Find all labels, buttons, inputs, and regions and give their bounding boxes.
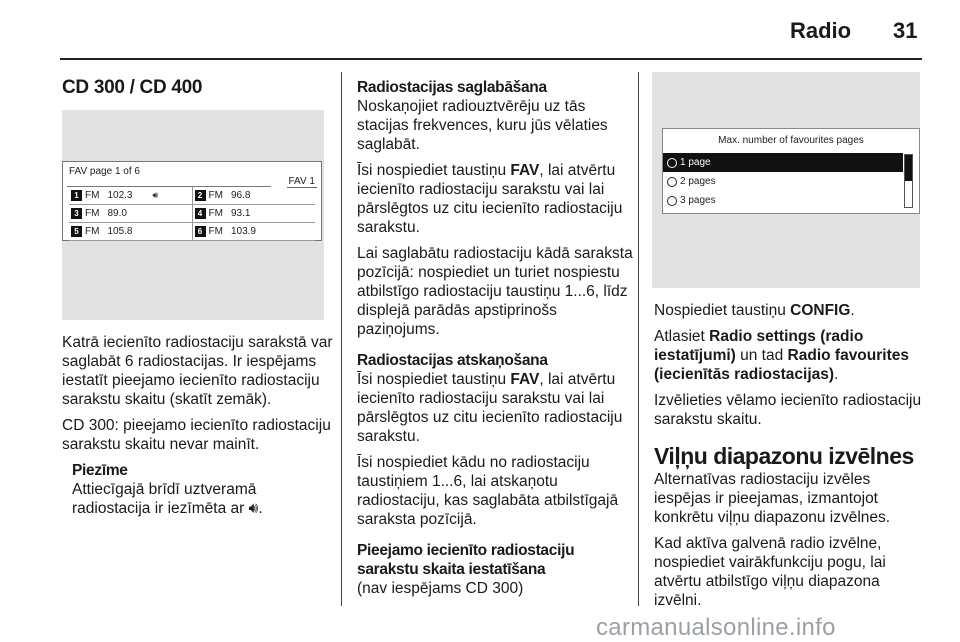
preset-row bbox=[69, 205, 315, 223]
menu-item-name: Radio favourites (iecienītās radiostacijas) bbox=[654, 347, 909, 383]
menu-option bbox=[663, 172, 903, 191]
preset-cell bbox=[192, 205, 316, 222]
paragraph: CD 300: pieejamo iecienīto radiostaciju sarakstu skaitu nevar mainīt. bbox=[62, 417, 331, 453]
preset-number: 4 bbox=[195, 208, 206, 219]
preset-band: FM bbox=[85, 226, 100, 237]
paragraph bbox=[357, 161, 633, 237]
preset-cell bbox=[69, 205, 192, 222]
preset-frequency: 102.3 bbox=[107, 190, 133, 201]
column-divider-left bbox=[341, 72, 342, 606]
favourites-tab: FAV 1 bbox=[288, 176, 315, 187]
subheading-save: Radiostacijas saglabāšana bbox=[357, 79, 547, 96]
fav-key-label: FAV bbox=[510, 371, 540, 388]
column-divider-right bbox=[638, 72, 639, 606]
preset-band: FM bbox=[85, 208, 100, 219]
note-box bbox=[62, 461, 334, 518]
text: Īsi nospiediet taustiņu bbox=[357, 162, 511, 179]
preset-frequency: 105.8 bbox=[107, 226, 133, 237]
preset-band: FM bbox=[208, 208, 223, 219]
option-label: 3 pages bbox=[680, 195, 716, 206]
menu-title: Max. number of favourites pages bbox=[718, 135, 864, 146]
preset-frequency: 103.9 bbox=[230, 226, 256, 237]
text: , lai atvērtu iecienīto radiostaciju sarakstu vai lai pārslēgtos uz citu iecienīto radiostaciju sarakstu. bbox=[357, 371, 623, 445]
text: , lai atvērtu iecienīto radiostaciju sarakstu vai lai pārslēgtos uz citu iecienīto radiostaciju sarakstu. bbox=[357, 162, 623, 236]
text: . bbox=[850, 302, 855, 319]
scrollbar-thumb bbox=[905, 155, 912, 181]
text: un tad bbox=[735, 347, 788, 364]
option-label: 1 page bbox=[680, 157, 711, 168]
radio-icon bbox=[667, 158, 677, 168]
paragraph bbox=[654, 301, 924, 320]
subheading-recall: Radiostacijas atskaņošana bbox=[357, 352, 548, 369]
preset-number: 3 bbox=[71, 208, 82, 219]
preset-row bbox=[69, 223, 315, 241]
preset-number: 5 bbox=[71, 226, 82, 237]
section-heading-wavebands: Viļņu diapazonu izvēlnes bbox=[654, 443, 914, 469]
preset-frequency: 93.1 bbox=[230, 208, 251, 219]
preset-band: FM bbox=[85, 190, 100, 201]
preset-row bbox=[69, 187, 315, 205]
preset-cell bbox=[69, 187, 192, 204]
paragraph: Kad aktīva galvenā radio izvēlne, nospiediet vairākfunkciju pogu, lai atvērtu atbilstīgo viļņu diapazona izvēlni. bbox=[654, 535, 886, 609]
text: . bbox=[834, 366, 839, 383]
preset-cell bbox=[69, 223, 192, 240]
watermark: carmanualsonline.info bbox=[596, 614, 836, 641]
preset-frequency: 89.0 bbox=[107, 208, 127, 219]
menu-item-name: Radio settings (radio iestatījumi) bbox=[654, 328, 864, 364]
paragraph: Katrā iecienīto radiostaciju sarakstā var saglabāt 6 radiostacijas. Ir iespējams iestatīt pieejamo iecienīto radiostaciju sarakstu skaitu (skatīt zemāk). bbox=[62, 334, 333, 408]
paragraph: Noskaņojiet radiouztvērēju uz tās stacijas frekvences, kuru jūs vēlaties saglabāt. bbox=[357, 98, 608, 153]
paragraph: Lai saglabātu radiostaciju kādā saraksta pozīcijā: nospiediet un turiet nospiestu atbilstīgo radiostaciju taustiņu 1...6, līdz displejā parādās apstiprinošs paziņojums. bbox=[357, 245, 633, 338]
text: Īsi nospiediet taustiņu bbox=[357, 371, 511, 388]
preset-cell bbox=[192, 187, 316, 204]
header-divider bbox=[60, 58, 922, 60]
preset-number: 2 bbox=[195, 190, 206, 201]
radio-icon bbox=[667, 177, 677, 187]
preset-frequency: 96.8 bbox=[230, 190, 251, 201]
preset-grid bbox=[69, 187, 315, 241]
config-key-label: CONFIG bbox=[790, 302, 851, 319]
preset-cell bbox=[192, 223, 316, 240]
menu-option bbox=[663, 191, 903, 210]
menu-option bbox=[663, 153, 903, 172]
favourites-page-title: FAV page 1 of 6 bbox=[69, 166, 140, 177]
preset-band: FM bbox=[208, 190, 223, 201]
paragraph: Izvēlieties vēlamo iecienīto radiostaciju sarakstu skaitu. bbox=[654, 392, 922, 428]
text: Atlasiet bbox=[654, 328, 710, 345]
left-body bbox=[62, 333, 334, 518]
section-heading-cd300: CD 300 / CD 400 bbox=[62, 77, 203, 98]
preset-band: FM bbox=[208, 226, 223, 237]
option-label: 2 pages bbox=[680, 176, 716, 187]
paragraph bbox=[654, 327, 924, 384]
note-text-line: Attiecīgajā brīdī uztveramā radiostacija ir iezīmēta ar 🔊︎. bbox=[72, 481, 263, 517]
preset-number: 1 bbox=[71, 190, 82, 201]
text: Nospiediet taustiņu bbox=[654, 302, 791, 319]
favourites-pages-menu bbox=[662, 128, 920, 214]
speaker-icon: 🔊︎ bbox=[152, 190, 159, 200]
paragraph: Alternatīvas radiostaciju izvēles iespējas ir pieejamas, izmantojot konkrētu viļņu diapazonu izvēlnes. bbox=[654, 471, 891, 526]
fav-key-label: FAV bbox=[510, 162, 540, 179]
left-column bbox=[62, 78, 334, 97]
speaker-icon: 🔊︎ bbox=[248, 500, 259, 517]
page-number: 31 bbox=[893, 18, 918, 43]
scrollbar bbox=[904, 154, 913, 208]
note-text: Attiecīgajā brīdī uztveramā radiostacija ir iezīmēta ar bbox=[72, 481, 257, 517]
favourites-display bbox=[62, 161, 322, 241]
page-header-title: Radio bbox=[790, 18, 852, 43]
paragraph: Īsi nospiediet kādu no radiostaciju taustiņiem 1...6, lai atskaņotu radiostaciju, kas saglabāta atbilstīgajā saraksta pozīcijā. bbox=[357, 454, 619, 528]
preset-number: 6 bbox=[195, 226, 206, 237]
middle-column bbox=[357, 78, 633, 605]
right-column bbox=[654, 301, 924, 617]
note-title: Piezīme bbox=[72, 462, 128, 479]
subheading-setting: Pieejamo iecienīto radiostaciju sarakstu skaita iestatīšana bbox=[357, 542, 575, 578]
paragraph: (nav iespējams CD 300) bbox=[357, 580, 524, 597]
radio-icon bbox=[667, 196, 677, 206]
paragraph bbox=[357, 370, 633, 446]
